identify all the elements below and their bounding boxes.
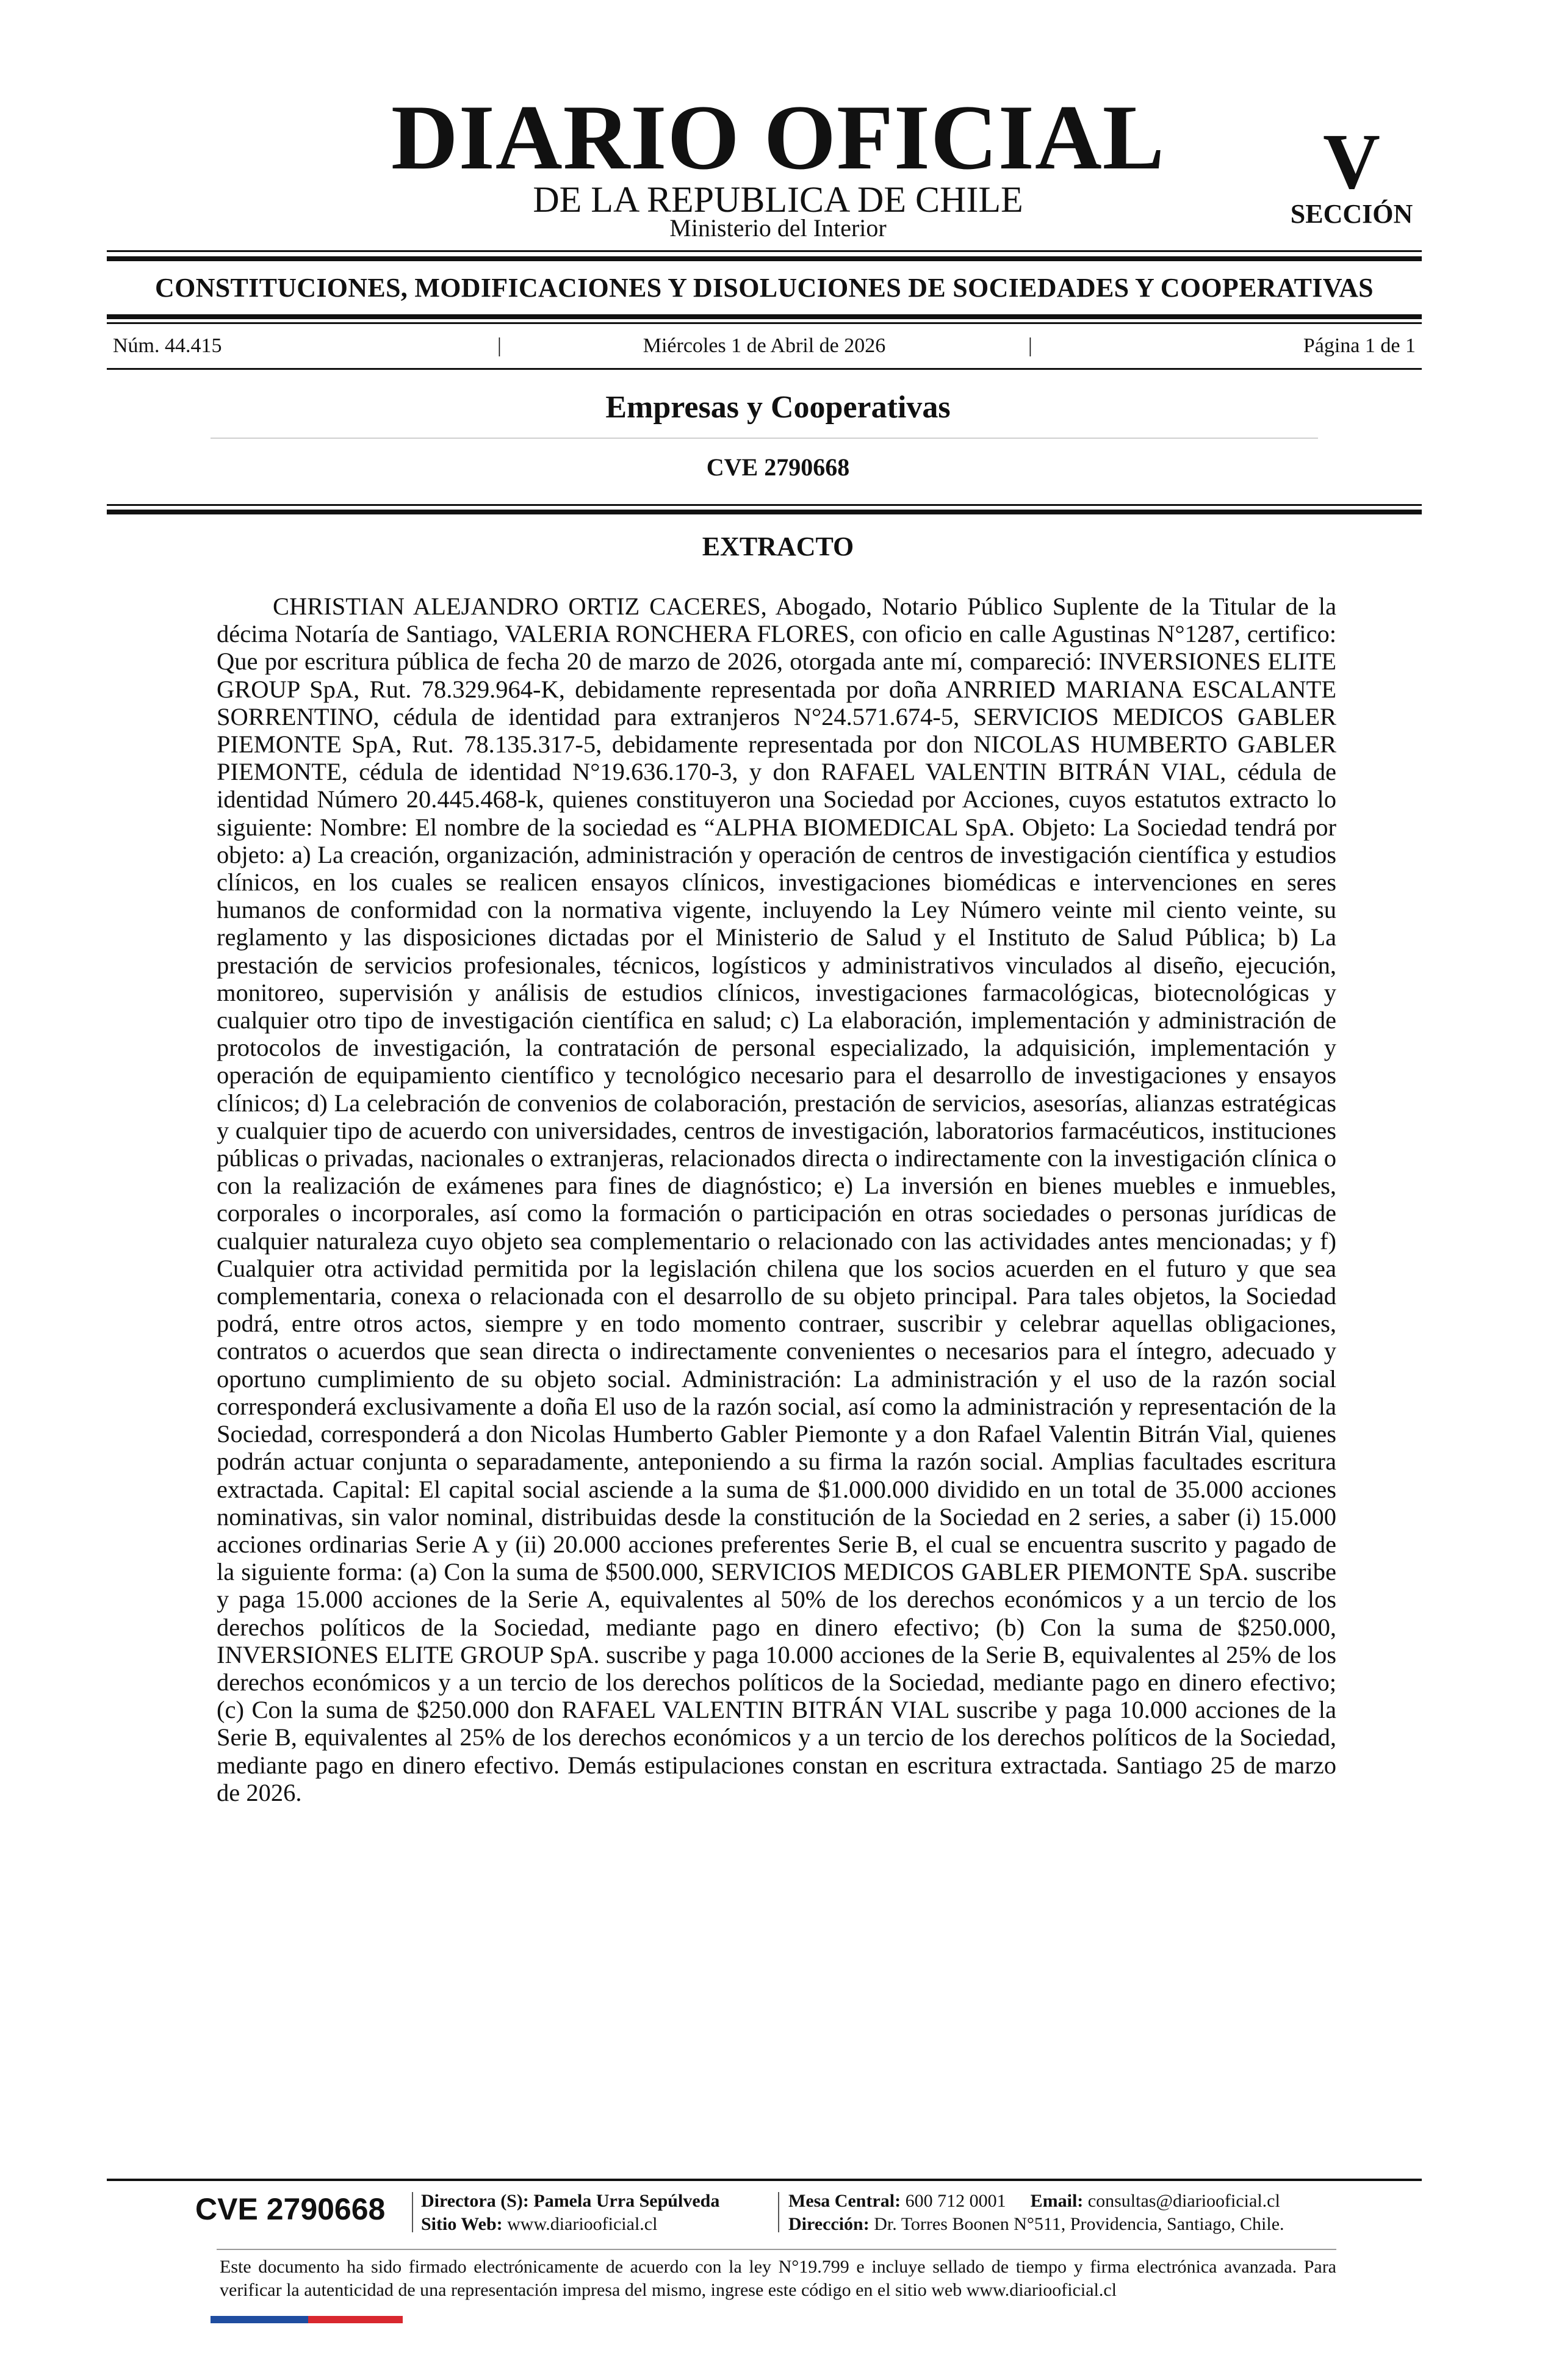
- issue-info-bar: [113, 333, 1416, 359]
- section-banner: CONSTITUCIONES, MODIFICACIONES Y DISOLUCIONES DE SOCIEDADES Y COOPERATIVAS: [155, 273, 1374, 303]
- issue-date: Miércoles 1 de Abril de 2026: [643, 334, 886, 357]
- document-title: EXTRACTO: [702, 532, 854, 561]
- footer-central-phone: 600 712 0001: [905, 2191, 1006, 2211]
- cve-rule-bottom: [107, 510, 1422, 514]
- masthead-ministry: Ministerio del Interior: [669, 214, 887, 242]
- footer-email-link[interactable]: consultas@diariooficial.cl: [1087, 2191, 1280, 2211]
- footer-address-label: Dirección:: [788, 2214, 870, 2234]
- masthead-rule-bottom: [107, 256, 1422, 261]
- footer-rule: [107, 2179, 1422, 2181]
- cve-rule-top: [107, 504, 1422, 506]
- footer-notice: Este documento ha sido firmado electrónicamente de acuerdo con la ley N°19.799 e incluye sellado de tiempo y firma electrónica avanzada. Para verificar la autenticidad de una representación impresa del mismo, ingrese este código en el sitio web www.diariooficial.cl: [220, 2257, 1336, 2300]
- footer-notice-rule: [217, 2249, 1336, 2250]
- section-word: SECCIÓN: [1290, 199, 1413, 229]
- document-body: CHRISTIAN ALEJANDRO ORTIZ CACERES, Abogado, Notario Público Suplente de la Titular de la décima Notaría de Santiago, VALERIA RONCHERA FLORES, con oficio en calle Agustinas N°1287, certifico: Que por escritura pública de fecha 20 de marzo de 2026, otorgada ante mí, compareció: INVERSIONES ELITE GROUP SpA, Rut. 78.329.964-K, debidamente representada por doña ANRRIED MARIANA ESCALANTE SORRENTINO, cédula de identidad para extranjeros N°24.571.674-5, SERVICIOS MEDICOS GABLER PIEMONTE SpA, Rut. 78.135.317-5, debidamente representada por don NICOLAS HUMBERTO GABLER PIEMONTE, cédula de identidad N°19.636.170-3, y don RAFAEL VALENTIN BITRÁN VIAL, cédula de identidad Número 20.445.468-k, quienes constituyeron una Sociedad por Acciones, cuyos estatutos extracto lo siguiente: Nombre: El nombre de la sociedad es “ALPHA BIOMEDICAL SpA. Objeto: La Sociedad tendrá por objeto: a) La creación, organización, administración y operación de centros de investigación científica y estudios clínicos, en los cuales se realicen ensayos clínicos, investigaciones biomédicas e intervenciones en seres humanos de conformidad con la normativa vigente, incluyendo la Ley Número veinte mil ciento veinte, su reglamento y las disposiciones dictadas por el Ministerio de Salud y el Instituto de Salud Pública; b) La prestación de servicios profesionales, técnicos, logísticos y administrativos vinculados al diseño, ejecución, monitoreo, supervisión y análisis de estudios clínicos, investigaciones farmacológicas, biotecnológicas y cualquier otro tipo de investigación científica en salud; c) La elaboración, implementación y administración de protocolos de investigación, la contratación de personal especializado, la adquisición, implementación y operación de equipamiento científico y tecnológico necesario para el desarrollo de investigaciones y ensayos clínicos; d) La celebración de convenios de colaboración, prestación de servicios, asesorías, alianzas estratégicas y cualquier tipo de acuerdo con universidades, centros de investigación, laboratorios farmacéuticos, instituciones públicas o privadas, nacionales o extranjeras, relacionados directa o indirectamente con la investigación clínica o con la realización de exámenes para fines de diagnóstico; e) La inversión en bienes muebles e inmuebles, corporales o incorporales, así como la formación o participación en otras sociedades o personas jurídicas de cualquier naturaleza cuyo objeto sea complementario o relacionado con las actividades antes mencionadas; y f) Cualquier otra actividad permitida por la legislación chilena que los socios acuerden en el futuro y que sea complementaria, conexa o relacionada con el desarrollo de su objeto principal. Para tales objetos, la Sociedad podrá, entre otros actos, siempre y en todo momento contraer, suscribir y celebrar aquellas obligaciones, contratos o acuerdos que sean directa o indirectamente convenientes o necesarios para el íntegro, adecuado y oportuno cumplimiento de su objeto social. Administración: La administración y el uso de la razón social corresponderá exclusivamente a doña El uso de la razón social, así como la administración y representación de la Sociedad, corresponderá a don Nicolas Humberto Gabler Piemonte y a don Rafael Valentin Bitrán Vial, quienes podrán actuar conjunta o separadamente, anteponiendo a su firma la razón social. Amplias facultades escritura extractada. Capital: El capital social asciende a la suma de $1.000.000 dividido en un total de 35.000 acciones nominativas, sin valor nominal, distribuidas desde la constitución de la Sociedad en 2 series, a saber (i) 15.000 acciones ordinarias Serie A y (ii) 20.000 acciones preferentes Serie B, el cual se encuentra suscrito y pagado de la siguiente forma: (a) Con la suma de $500.000, SERVICIOS MEDICOS GABLER PIEMONTE SpA. suscribe y paga 15.000 acciones de la Serie A, equivalentes al 50% de los derechos económicos y a un tercio de los derechos políticos de la Sociedad, mediante pago en dinero efectivo; (b) Con la suma de $250.000, INVERSIONES ELITE GROUP SpA. suscribe y paga 10.000 acciones de la Serie B, equivalentes al 25% de los derechos económicos y a un tercio de los derechos políticos de la Sociedad, mediante pago en dinero efectivo; (c) Con la suma de $250.000 don RAFAEL VALENTIN BITRÁN VIAL suscribe y paga 10.000 acciones de la Serie B, equivalentes al 25% de los derechos económicos y a un tercio de los derechos políticos de la Sociedad, mediante pago en dinero efectivo. Demás estipulaciones constan en escritura extractada. Santiago 25 de marzo de 2026.: [217, 593, 1336, 1806]
- section-letter: V: [1323, 118, 1380, 206]
- footer-contact-block: [788, 2190, 1356, 2236]
- footer-divider: [778, 2192, 779, 2232]
- footer-divider: [412, 2192, 413, 2232]
- footer-cve-code: CVE 2790668: [195, 2192, 386, 2226]
- footer-website-link[interactable]: www.diariooficial.cl: [507, 2214, 658, 2234]
- issue-number: Núm. 44.415: [113, 334, 222, 357]
- footer-email-label: Email:: [1030, 2191, 1084, 2211]
- footer-director: Directora (S): Pamela Urra Sepúlveda: [421, 2191, 720, 2211]
- info-separator: |: [1028, 334, 1032, 357]
- masthead-subtitle: DE LA REPUBLICA DE CHILE: [533, 179, 1023, 220]
- masthead-rule-top: [107, 250, 1422, 252]
- footer-website-label: Sitio Web:: [421, 2214, 503, 2234]
- masthead-title: DIARIO OFICIAL: [391, 86, 1165, 189]
- flag-stripe-blue: [211, 2316, 308, 2323]
- footer-director-block: [421, 2190, 763, 2236]
- footer-address: Dr. Torres Boonen N°511, Providencia, Santiago, Chile.: [874, 2214, 1284, 2234]
- infobar-rule: [107, 368, 1422, 370]
- info-separator: |: [497, 334, 502, 357]
- category-title: Empresas y Cooperativas: [605, 390, 951, 425]
- flag-stripe-red: [308, 2316, 403, 2323]
- footer-central-label: Mesa Central:: [788, 2191, 901, 2211]
- banner-rule-bottom: [107, 322, 1422, 324]
- page-indicator: Página 1 de 1: [1303, 334, 1416, 357]
- category-rule: [211, 438, 1318, 439]
- cve-code: CVE 2790668: [706, 453, 850, 481]
- banner-rule-top: [107, 314, 1422, 319]
